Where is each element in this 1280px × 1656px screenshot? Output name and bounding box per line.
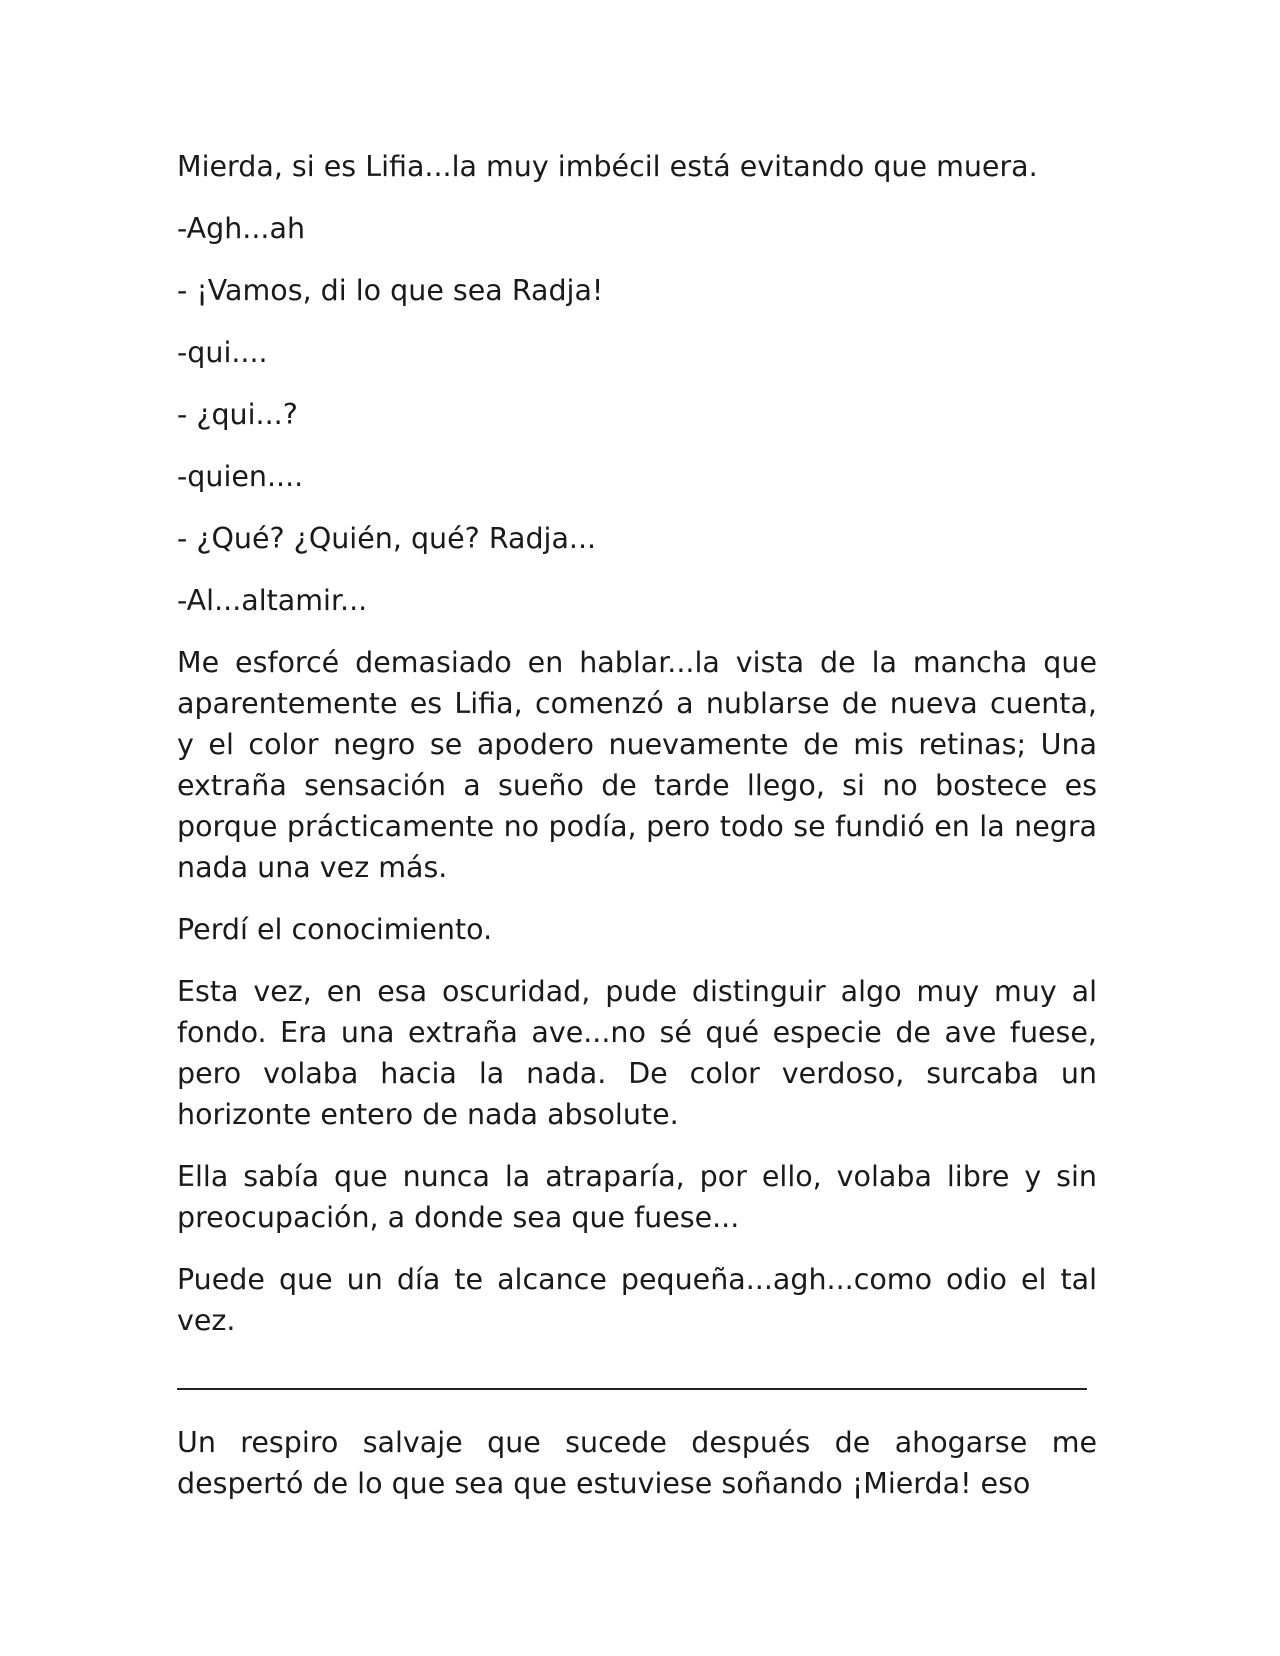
paragraph: Esta vez, en esa oscuridad, pude distinguir algo muy muy al fondo. Era una extraña ave...no sé qué especie de ave fuese, pero volaba hacia la nada. De color verdoso, surcaba un horizonte entero de nada absolute. [177, 975, 1097, 1131]
paragraph: -qui.... [177, 336, 268, 369]
paragraph: - ¡Vamos, di lo que sea Radja! [177, 274, 604, 307]
paragraph: - ¿qui...? [177, 398, 298, 431]
paragraph: Puede que un día te alcance pequeña...agh...como odio el tal vez. [177, 1263, 1097, 1337]
paragraph: Ella sabía que nunca la atraparía, por ello, volaba libre y sin preocupación, a donde sea que fuese... [177, 1160, 1097, 1234]
paragraph: Mierda, si es Lifia...la muy imbécil está evitando que muera. [177, 150, 1038, 183]
paragraph: -Al...altamir... [177, 584, 368, 617]
paragraph: - ¿Qué? ¿Quién, qué? Radja... [177, 522, 597, 555]
paragraph: -quien.... [177, 460, 304, 493]
document-page [177, 146, 1097, 1525]
paragraph: -Agh...ah [177, 212, 306, 245]
paragraph: Un respiro salvaje que sucede después de ahogarse me despertó de lo que sea que estuviese soñando ¡Mierda! eso [177, 1426, 1097, 1500]
paragraph: Me esforcé demasiado en hablar...la vista de la mancha que aparentemente es Lifia, comenzó a nublarse de nueva cuenta, y el color negro se apodero nuevamente de mis retinas; Una extraña sensación a sueño de tarde llego, si no bostece es porque prácticamente no podía, pero todo se fundió en la negra nada una vez más. [177, 646, 1097, 884]
paragraph: Perdí el conocimiento. [177, 913, 493, 946]
section-divider [177, 1388, 1087, 1390]
